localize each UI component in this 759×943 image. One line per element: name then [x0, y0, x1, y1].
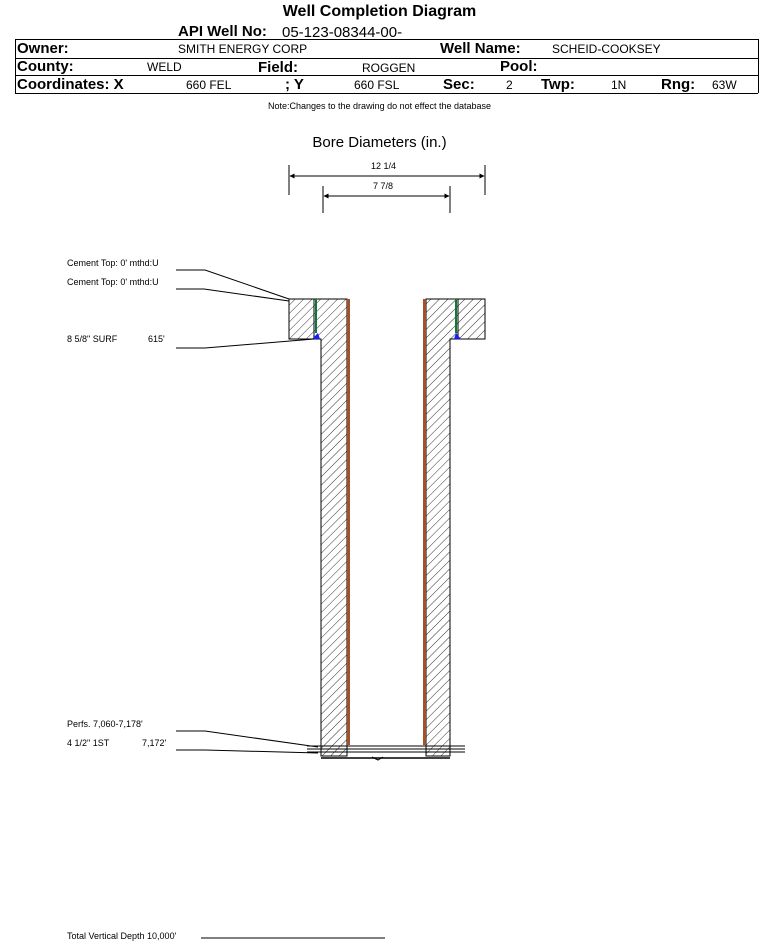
surface-casing-size-label: 8 5/8" SURF — [67, 334, 118, 344]
twp-value: 1N — [611, 78, 627, 92]
production-casing-depth-label: 7,172' — [142, 738, 167, 748]
coordinates-y-value: 660 FSL — [354, 78, 400, 92]
inner-diameter-label: 7 7/8 — [373, 181, 394, 191]
production-casing-size-label: 4 1/2" 1ST — [67, 738, 110, 748]
field-label: Field: — [258, 59, 298, 76]
inner-diameter-dimension — [323, 186, 450, 213]
surface-casing-depth-label: 615' — [148, 334, 165, 344]
outer-diameter-label: 12 1/4 — [371, 161, 397, 171]
county-value: WELD — [147, 60, 182, 74]
production-hole — [314, 299, 458, 756]
county-label: County: — [17, 58, 74, 75]
sec-label: Sec: — [443, 76, 475, 93]
coordinates-x-value: 660 FEL — [186, 78, 232, 92]
outer-diameter-dimension — [289, 165, 485, 195]
rng-label: Rng: — [661, 76, 696, 93]
cement-top-label: Cement Top: 0' mthd:U — [67, 277, 159, 287]
coordinates-x-label: Coordinates: X — [17, 76, 124, 93]
database-note: Note:Changes to the drawing do not effect the database — [268, 101, 491, 111]
twp-label: Twp: — [541, 76, 575, 93]
perforations-label: Perfs. 7,060-7,178' — [67, 719, 143, 729]
owner-value: SMITH ENERGY CORP — [178, 42, 308, 56]
total-depth-label: Total Vertical Depth 10,000' — [67, 931, 177, 941]
pool-label: Pool: — [500, 58, 538, 75]
sec-value: 2 — [506, 78, 513, 92]
leader-lines — [176, 270, 385, 938]
coordinates-y-label: ; Y — [285, 76, 304, 93]
api-label: API Well No: — [178, 23, 267, 40]
rng-value: 63W — [712, 78, 737, 92]
diagram-title: Well Completion Diagram — [282, 3, 477, 20]
api-value: 05-123-08344-00- — [282, 24, 403, 41]
cement-top-label: Cement Top: 0' mthd:U — [67, 258, 159, 268]
field-value: ROGGEN — [362, 61, 416, 75]
owner-label: Owner: — [17, 40, 69, 57]
well-name-label: Well Name: — [440, 40, 521, 57]
well-name-value: SCHEID-COOKSEY — [552, 42, 661, 56]
bore-diameters-title: Bore Diameters (in.) — [312, 134, 447, 151]
